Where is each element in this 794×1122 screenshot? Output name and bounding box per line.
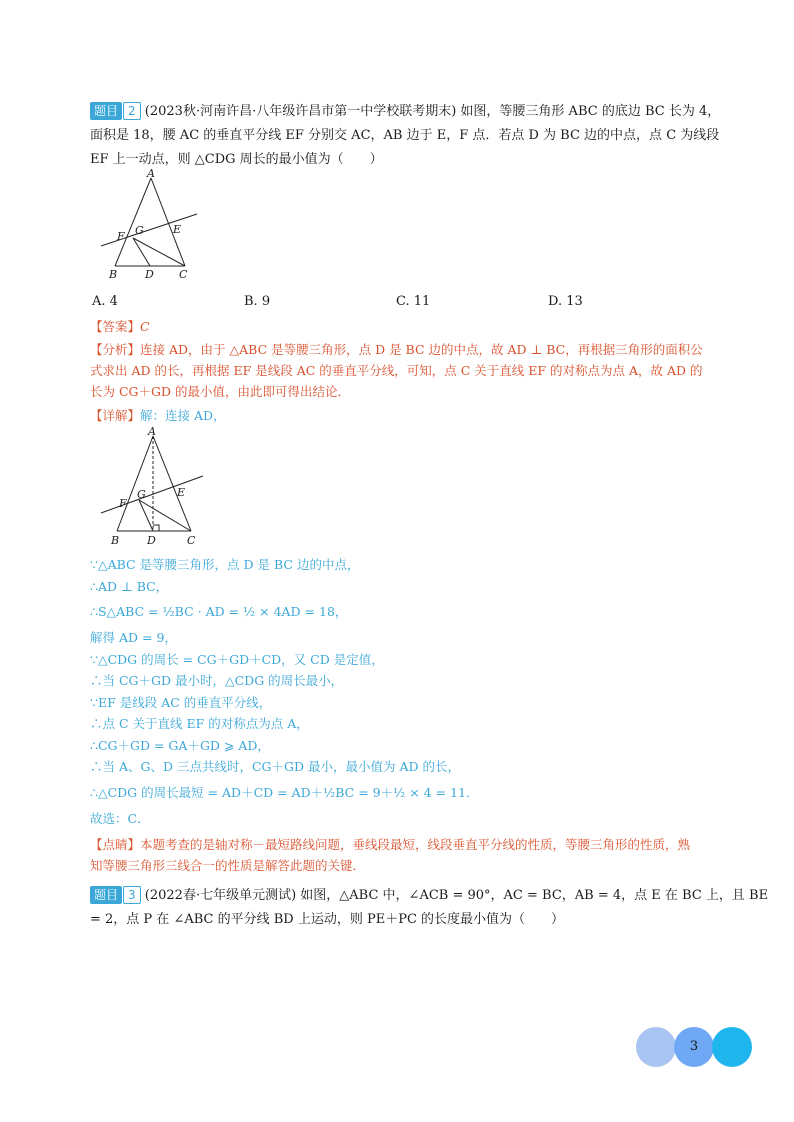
label-E: E (177, 486, 186, 499)
label-C: C (187, 534, 196, 547)
page-number: 3 (674, 1027, 714, 1067)
question-tag: 题目 (90, 102, 122, 120)
analysis-line-1: 连接 AD，由于 △ABC 是等腰三角形，点 D 是 BC 边的中点，故 AD ⊥ BC，再根据三角形的面积公 (140, 342, 703, 357)
label-B: B (109, 268, 118, 281)
option-b[interactable]: B. 9 (244, 294, 271, 309)
detail-intro: 解：连接 AD， (140, 408, 226, 423)
question-2-line-1 (90, 100, 750, 124)
question-3 (90, 884, 769, 932)
answer-label: 【答案】 (90, 319, 141, 334)
remark-line-1: 本题考查的是轴对称－最短路线问题，垂线段最短，线段垂直平分线的性质，等腰三角形的性质，熟 (140, 837, 691, 852)
solution-step: ∴△CDG 的周长最短 = AD＋CD = AD＋½BC = 9＋½ × 4 = 11． (90, 784, 479, 800)
label-D: D (147, 534, 156, 547)
question-tag: 题目 (90, 886, 122, 904)
answer-value: C (140, 319, 150, 334)
analysis (90, 339, 760, 402)
question-3-line-2: = 2，点 P 在 ∠ABC 的平分线 BD 上运动，则 PE＋PC 的长度最小值为（ ） (90, 912, 565, 927)
page-circle-left (636, 1027, 676, 1067)
analysis-line-2: 式求出 AD 的长，再根据 EF 是线段 AC 的垂直平分线，可知，点 C 关于直线 EF 的对称点为点 A，故 AD 的 (90, 363, 703, 378)
detail-label: 【详解】 (90, 408, 141, 423)
remark-label: 【点睛】 (90, 837, 141, 852)
remark-line-2: 知等腰三角形三线合一的性质是解答此题的关键． (90, 858, 366, 873)
solution-step: ∵EF 是线段 AC 的垂直平分线， (90, 694, 272, 710)
label-G: G (135, 224, 144, 237)
label-F: F (119, 497, 127, 510)
solution-step: ∴S△ABC = ½BC · AD = ½ × 4AD = 18， (90, 604, 348, 619)
question-2-text-1: (2023秋·河南许昌·八年级许昌市第一中学校联考期末) 如图，等腰三角形 ABC 的底边 BC 长为 4， (144, 104, 721, 119)
question-2-line-2: 面积是 18，腰 AC 的垂直平分线 EF 分别交 AC，AB 边于 E，F 点．若点 D 为 BC 边的中点，点 C 为线段 (90, 128, 720, 143)
detail-header (90, 405, 226, 427)
label-F: F (117, 230, 125, 243)
label-G: G (137, 488, 146, 501)
question-2-line-3: EF 上一动点，则 △CDG 周长的最小值为（ ） (90, 152, 383, 167)
solution-step: ∴CG＋GD = GA＋GD ⩾ AD， (90, 737, 270, 753)
question-3-text-1: (2022春·七年级单元测试) 如图，△ABC 中，∠ACB = 90°，AC = BC，AB = 4，点 E 在 BC 上，且 BE (144, 888, 769, 903)
label-D: D (145, 268, 154, 281)
solution-step: ∵△CDG 的周长 = CG＋GD＋CD，又 CD 是定值， (90, 651, 384, 667)
question-number: 2 (123, 102, 141, 120)
solution-step: 解得 AD = 9， (90, 630, 177, 645)
triangle-figure-1 (95, 168, 205, 283)
label-C: C (179, 268, 188, 281)
option-a[interactable]: A. 4 (92, 294, 118, 309)
triangle-figure-2 (95, 426, 215, 554)
label-A: A (147, 168, 155, 180)
solution-step: ∴AD ⊥ BC， (90, 578, 169, 594)
question-2 (90, 100, 750, 172)
remark (90, 834, 760, 876)
analysis-line-3: 长为 CG＋GD 的最小值，由此即可得出结论． (90, 384, 351, 399)
label-B: B (111, 534, 120, 547)
option-d[interactable]: D. 13 (548, 294, 583, 309)
question-number: 3 (123, 886, 141, 904)
option-c[interactable]: C. 11 (396, 294, 431, 309)
solution-step: ∵△ABC 是等腰三角形，点 D 是 BC 边的中点， (90, 557, 360, 572)
analysis-label: 【分析】 (90, 342, 141, 357)
page-circle-right (712, 1027, 752, 1067)
solution-steps (90, 554, 760, 829)
label-A: A (148, 426, 156, 438)
solution-step: 故选：C． (90, 810, 150, 826)
label-E: E (173, 223, 182, 236)
solution-step: ∴当 CG＋GD 最小时，△CDG 的周长最小， (90, 673, 344, 688)
answer (90, 316, 150, 337)
solution-step: ∴当 A、G、D 三点共线时，CG＋GD 最小，最小值为 AD 的长， (90, 759, 461, 774)
solution-step: ∴点 C 关于直线 EF 的对称点为点 A， (90, 716, 309, 731)
